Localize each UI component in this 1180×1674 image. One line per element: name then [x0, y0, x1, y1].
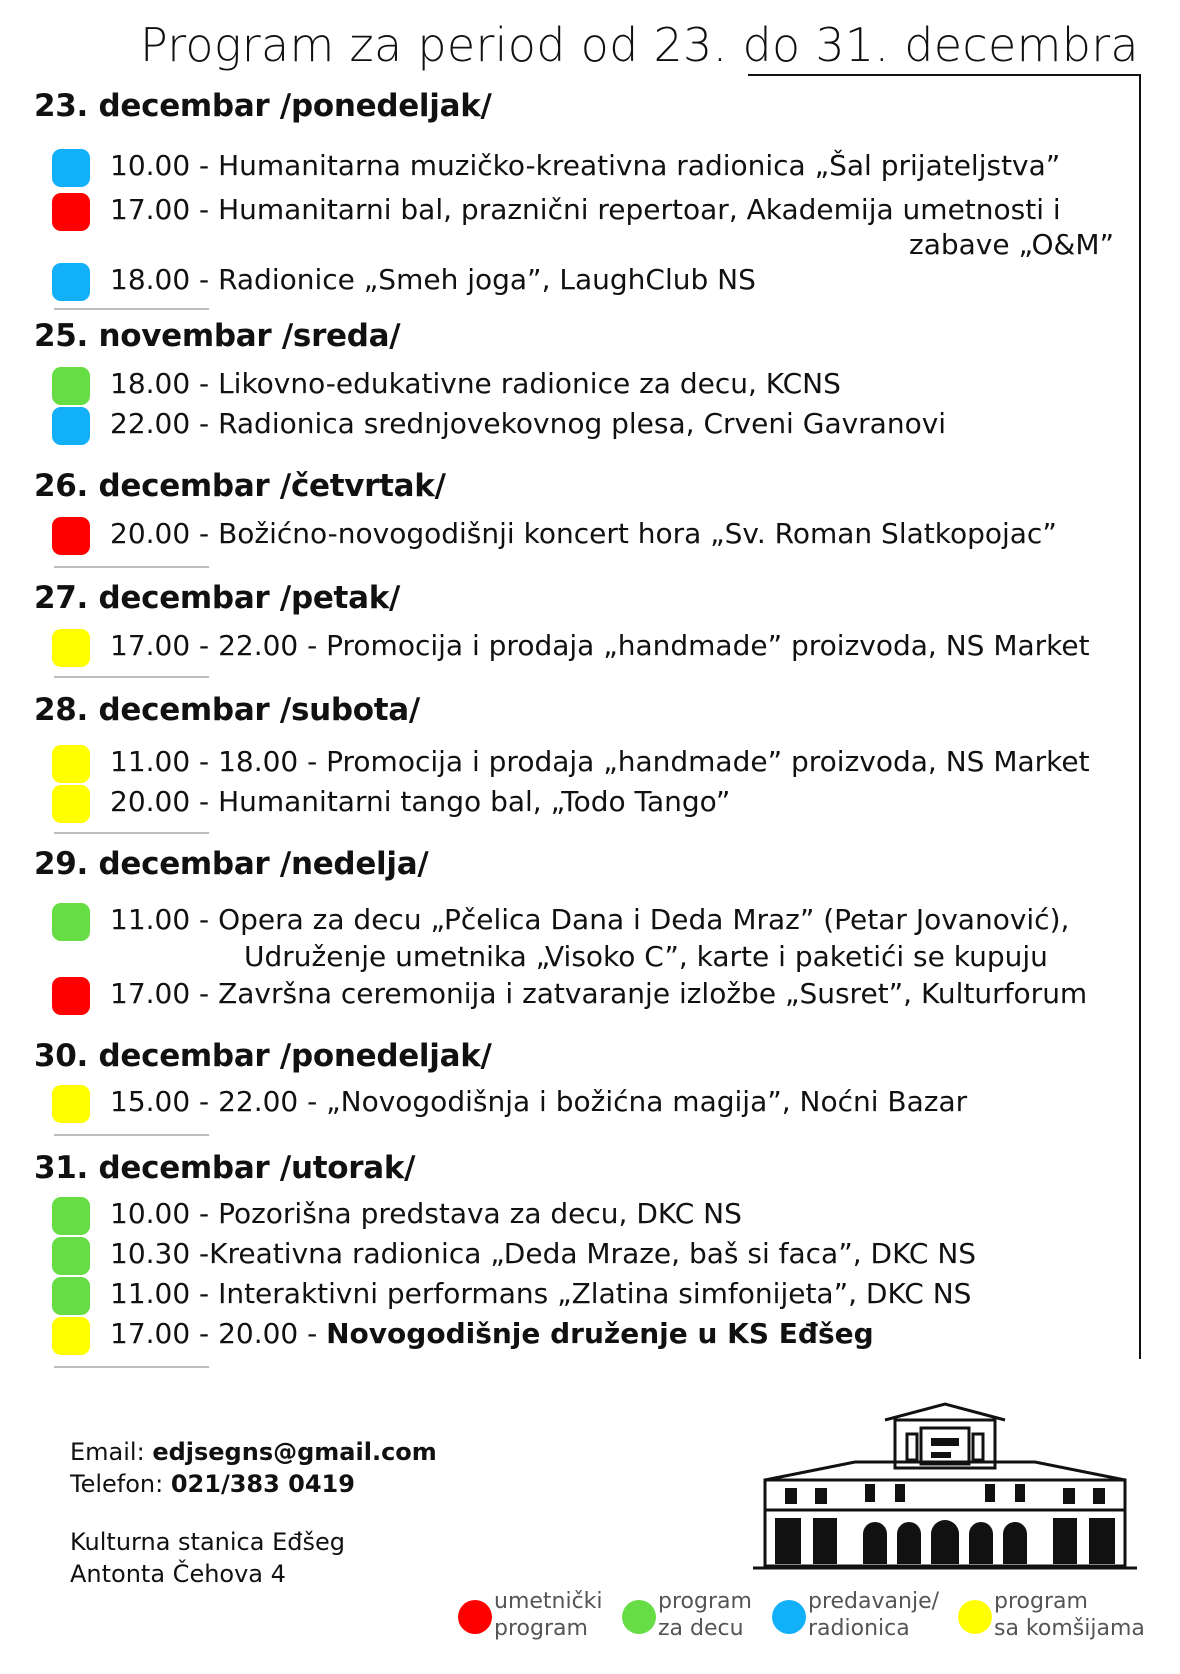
day-section [34, 692, 1124, 834]
event-item [34, 1082, 1124, 1122]
event-text: 17.00 - Završna ceremonija i zatvaranje izložbe „Susret”, Kulturforum [110, 977, 1088, 1010]
contact-block [70, 1436, 437, 1500]
event-text: 11.00 - Interaktivni performans „Zlatina simfonijeta”, DKC NS [110, 1277, 972, 1310]
legend-dot [622, 1600, 656, 1634]
email-line [70, 1436, 437, 1468]
category-dot [52, 1197, 90, 1235]
section-divider [54, 1366, 209, 1368]
day-heading: 27. decembar /petak/ [34, 580, 401, 616]
event-text: 18.00 - Likovno-edukativne radionice za decu, KCNS [110, 367, 841, 400]
event-item [34, 1314, 1124, 1354]
legend-item [958, 1588, 1158, 1648]
section-divider [54, 308, 209, 310]
category-dot [52, 367, 90, 405]
event-item [34, 782, 1124, 822]
event-text: 11.00 - 18.00 - Promocija i prodaja „handmade” proizvoda, NS Market [110, 745, 1090, 778]
event-text-continued: zabave „O&M” [909, 228, 1114, 261]
legend-label: program sa komšijama [994, 1589, 1145, 1641]
day-heading: 25. novembar /sreda/ [34, 318, 401, 354]
phone-label: Telefon: [70, 1470, 171, 1498]
legend-dot [958, 1600, 992, 1634]
event-text: 17.00 - 22.00 - Promocija i prodaja „handmade” proizvoda, NS Market [110, 629, 1090, 662]
event-item [34, 146, 1124, 186]
day-section [34, 580, 1124, 678]
title-underline [748, 74, 1140, 76]
event-text: 11.00 - Opera za decu „Pčelica Dana i Deda Mraz” (Petar Jovanović), [110, 903, 1070, 936]
event-text [110, 1314, 1124, 1354]
event-text: 15.00 - 22.00 - „Novogodišnja i božićna magija”, Noćni Bazar [110, 1085, 968, 1118]
category-dot [52, 785, 90, 823]
event-text: 22.00 - Radionica srednjovekovnog plesa, Crveni Gavranovi [110, 407, 947, 440]
page-title: Program za period od 23. do 31. decembra [140, 18, 1139, 72]
section-divider [54, 566, 209, 568]
category-dot [52, 407, 90, 445]
event-item [34, 742, 1124, 782]
event-item [34, 1274, 1124, 1314]
day-section [34, 1150, 1124, 1368]
day-heading: 30. decembar /ponedeljak/ [34, 1038, 492, 1074]
category-dot [52, 1317, 90, 1355]
section-divider [54, 676, 209, 678]
event-text-continued: Udruženje umetnika „Visoko C”, karte i paketići se kupuju [244, 940, 1048, 973]
vertical-divider [1139, 74, 1141, 1359]
event-text: 10.30 -Kreativna radionica „Deda Mraze, baš si faca”, DKC NS [110, 1237, 977, 1270]
day-heading: 23. decembar /ponedeljak/ [34, 88, 492, 124]
day-section [34, 1038, 1124, 1136]
event-text: 20.00 - Božićno-novogodišnji koncert hora „Sv. Roman Slatkopojac” [110, 517, 1057, 550]
event-item [34, 1234, 1124, 1274]
category-dot [52, 977, 90, 1015]
day-heading: 31. decembar /utorak/ [34, 1150, 416, 1186]
category-dot [52, 1237, 90, 1275]
building-illustration-icon [745, 1398, 1145, 1580]
day-section [34, 318, 1124, 444]
category-dot [52, 263, 90, 301]
day-heading: 26. decembar /četvrtak/ [34, 468, 446, 504]
email-address[interactable]: edjsegns@gmail.com [152, 1438, 437, 1466]
legend-label: program za decu [658, 1589, 752, 1641]
category-dot [52, 903, 90, 941]
event-item [34, 1194, 1124, 1234]
day-heading: 28. decembar /subota/ [34, 692, 420, 728]
event-highlight: Novogodišnje druženje u KS Eđšeg [326, 1317, 874, 1350]
event-item [34, 404, 1124, 444]
event-time: 17.00 - 20.00 - [110, 1317, 327, 1350]
category-dot [52, 745, 90, 783]
event-item [34, 900, 1124, 974]
phone-line [70, 1468, 437, 1500]
legend-dot [458, 1600, 492, 1634]
day-heading: 29. decembar /nedelja/ [34, 846, 429, 882]
event-text: 17.00 - Humanitarni bal, praznični repertoar, Akademija umetnosti i [110, 193, 1061, 226]
section-divider [54, 832, 209, 834]
phone-number[interactable]: 021/383 0419 [170, 1470, 355, 1498]
event-item [34, 364, 1124, 404]
legend-item [622, 1588, 762, 1648]
legend-dot [772, 1600, 806, 1634]
address-block [70, 1526, 345, 1590]
venue-street: Antonta Čehova 4 [70, 1560, 286, 1588]
day-section [34, 468, 1124, 568]
event-item [34, 190, 1124, 260]
category-dot [52, 1277, 90, 1315]
section-divider [54, 1134, 209, 1136]
legend-item [772, 1588, 942, 1648]
category-dot [52, 629, 90, 667]
event-item [34, 260, 1124, 300]
event-text: 18.00 - Radionice „Smeh joga”, LaughClub NS [110, 263, 756, 296]
day-section [34, 846, 1124, 1014]
event-item [34, 514, 1124, 554]
legend-label: predavanje/ radionica [808, 1589, 940, 1641]
event-text: 10.00 - Humanitarna muzičko-kreativna radionica „Šal prijateljstva” [110, 149, 1061, 182]
venue-name: Kulturna stanica Eđšeg [70, 1528, 345, 1556]
category-dot [52, 193, 90, 231]
day-section [34, 88, 1124, 310]
legend-label: umetnički program [494, 1589, 603, 1641]
email-label: Email: [70, 1438, 153, 1466]
event-text: 10.00 - Pozorišna predstava za decu, DKC NS [110, 1197, 742, 1230]
category-dot [52, 517, 90, 555]
category-dot [52, 1085, 90, 1123]
event-item [34, 974, 1124, 1014]
category-dot [52, 149, 90, 187]
legend-item [458, 1588, 608, 1648]
event-text: 20.00 - Humanitarni tango bal, „Todo Tango” [110, 785, 731, 818]
event-item [34, 626, 1124, 666]
